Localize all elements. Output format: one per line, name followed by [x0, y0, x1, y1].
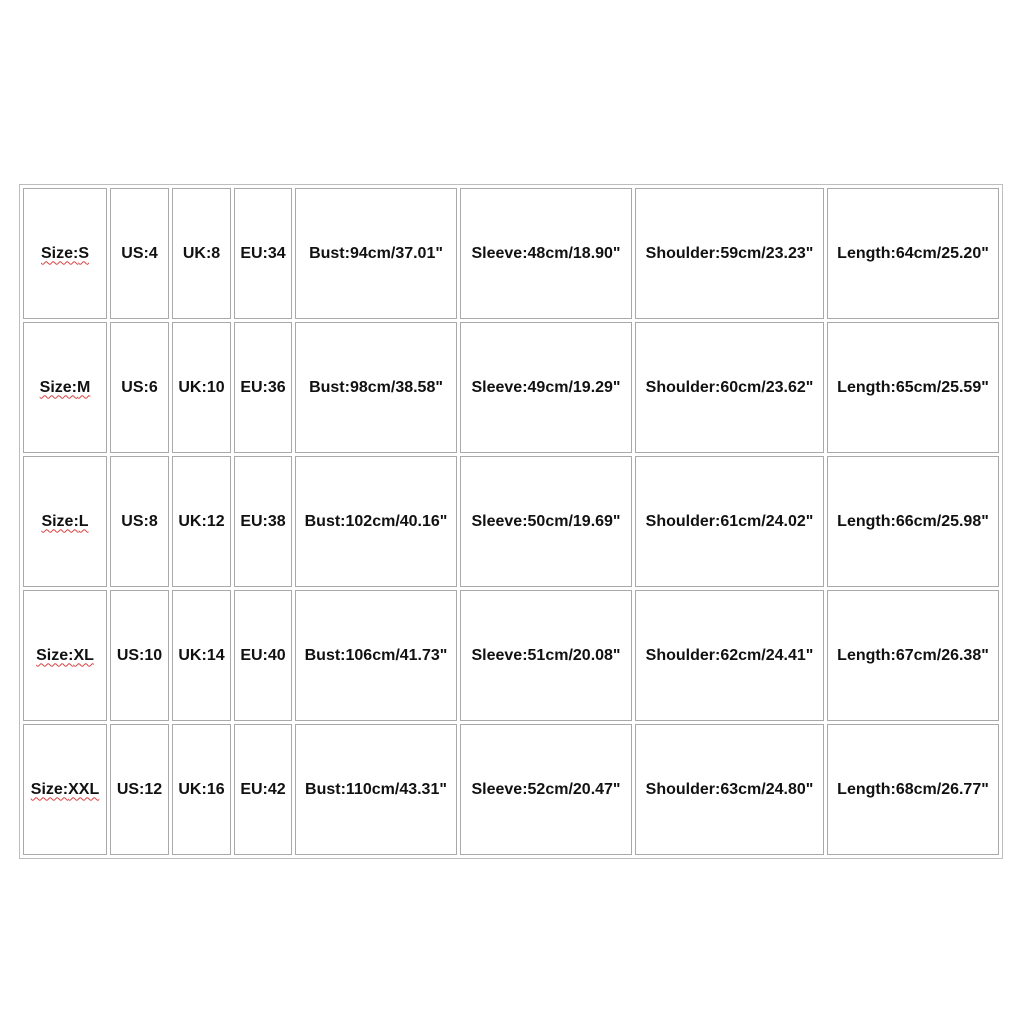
table-row — [23, 188, 999, 319]
uk-size-cell: UK:12 — [172, 456, 231, 587]
length-cell: Length:68cm/26.77" — [827, 724, 999, 855]
table-row — [23, 724, 999, 855]
length-cell: Length:65cm/25.59" — [827, 322, 999, 453]
size-prefix: Size: — [39, 378, 77, 396]
size-chart-table — [19, 184, 1003, 859]
size-prefix: Size: — [30, 780, 69, 798]
bust-cell: Bust:102cm/40.16" — [295, 456, 457, 587]
bust-cell: Bust:94cm/37.01" — [295, 188, 457, 319]
size-cell — [23, 590, 107, 721]
bust-cell: Bust:106cm/41.73" — [295, 590, 457, 721]
sleeve-cell: Sleeve:52cm/20.47" — [460, 724, 632, 855]
uk-size-cell: UK:8 — [172, 188, 231, 319]
size-prefix: Size: — [36, 646, 74, 664]
size-cell — [23, 188, 107, 319]
length-cell: Length:66cm/25.98" — [827, 456, 999, 587]
size-cell — [23, 322, 107, 453]
eu-size-cell: EU:36 — [234, 322, 292, 453]
size-cell — [23, 724, 107, 855]
bust-cell: Bust:98cm/38.58" — [295, 322, 457, 453]
sleeve-cell: Sleeve:48cm/18.90" — [460, 188, 632, 319]
size-prefix: Size: — [41, 512, 79, 530]
size-value: XL — [73, 646, 94, 664]
table-row — [23, 456, 999, 587]
size-value: XXL — [68, 780, 100, 798]
shoulder-cell: Shoulder:60cm/23.62" — [635, 322, 824, 453]
size-prefix: Size: — [40, 244, 79, 262]
uk-size-cell: UK:10 — [172, 322, 231, 453]
length-cell: Length:64cm/25.20" — [827, 188, 999, 319]
size-cell — [23, 456, 107, 587]
us-size-cell: US:6 — [110, 322, 169, 453]
sleeve-cell: Sleeve:51cm/20.08" — [460, 590, 632, 721]
sleeve-cell: Sleeve:50cm/19.69" — [460, 456, 632, 587]
us-size-cell: US:4 — [110, 188, 169, 319]
bust-cell: Bust:110cm/43.31" — [295, 724, 457, 855]
length-cell: Length:67cm/26.38" — [827, 590, 999, 721]
shoulder-cell: Shoulder:62cm/24.41" — [635, 590, 824, 721]
size-value: M — [77, 378, 91, 396]
us-size-cell: US:10 — [110, 590, 169, 721]
uk-size-cell: UK:16 — [172, 724, 231, 855]
eu-size-cell: EU:40 — [234, 590, 292, 721]
size-value: S — [78, 244, 89, 262]
us-size-cell: US:8 — [110, 456, 169, 587]
table-row — [23, 322, 999, 453]
shoulder-cell: Shoulder:61cm/24.02" — [635, 456, 824, 587]
shoulder-cell: Shoulder:63cm/24.80" — [635, 724, 824, 855]
eu-size-cell: EU:34 — [234, 188, 292, 319]
table-row — [23, 590, 999, 721]
eu-size-cell: EU:38 — [234, 456, 292, 587]
us-size-cell: US:12 — [110, 724, 169, 855]
shoulder-cell: Shoulder:59cm/23.23" — [635, 188, 824, 319]
eu-size-cell: EU:42 — [234, 724, 292, 855]
uk-size-cell: UK:14 — [172, 590, 231, 721]
size-value: L — [78, 512, 89, 530]
sleeve-cell: Sleeve:49cm/19.29" — [460, 322, 632, 453]
